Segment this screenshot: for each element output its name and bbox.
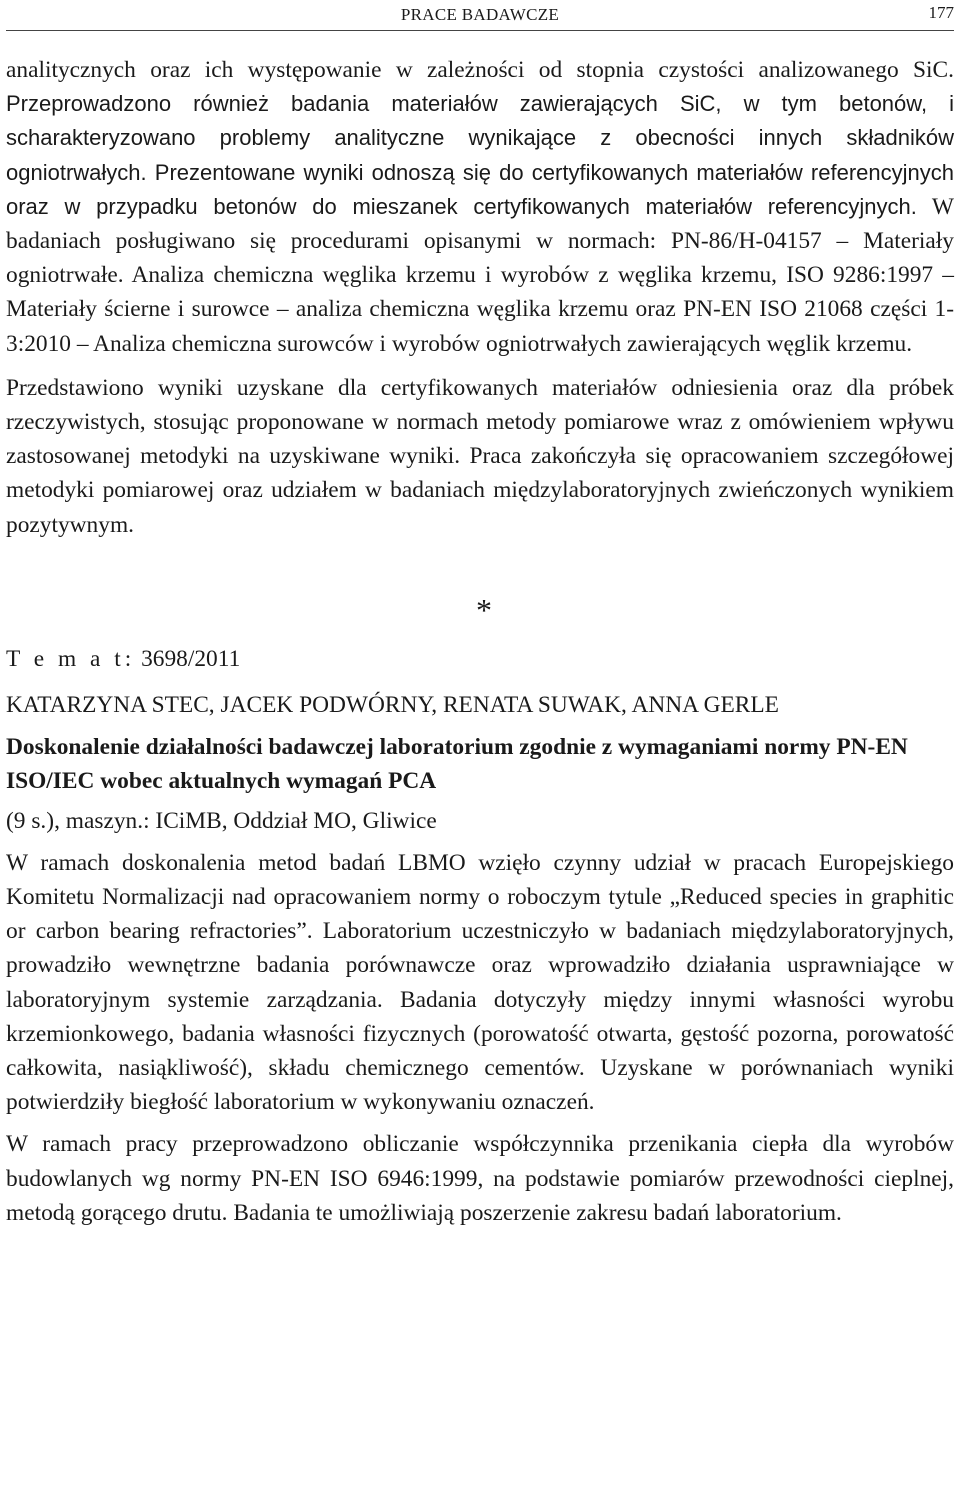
- running-title: PRACE BADAWCZE: [400, 5, 560, 24]
- continuation-paragraph: [6, 53, 954, 361]
- document-page: [6, 0, 954, 1230]
- running-header: [6, 0, 954, 31]
- paragraph-sans-part: Przeprowadzono również badania materiałów zawierających SiC, w tym betonów, i scharakteryzowano problemy analityczne wynikające z obecności innych składników ogniotrwałych. Prezentowane wyniki odnoszą się do certyfikowanych materiałów referencyjnych oraz w przypadku betonów do mieszanek certyfikowanych materiałów referencyjnych.: [6, 91, 954, 219]
- page-number: 177: [928, 3, 954, 22]
- results-paragraph: Przedstawiono wyniki uzyskane dla certyfikowanych materiałów odniesienia oraz dla próbek rzeczywistych, stosując proponowane w normach metody pomiarowe wraz z omówieniem wpływu zastosowanej metodyki na uzyskiwane wyniki. Praca zakończyła się opracowaniem szczegółowej metodyki pomiarowej oraz udziałem w badaniach międzylaboratoryjnych zwieńczonych wynikiem pozytywnym.: [6, 374, 954, 538]
- paragraph-serif-tail: W badaniach posługiwano się procedurami opisanymi w normach: PN-86/H-04157 – Materiały ogniotrwałe. Analiza chemiczna węglika krzemu i wyrobów z węglika krzemu, ISO 9286:1997 – Materiały ścierne i surowce – analiza chemiczna węglika krzemu oraz PN-EN ISO 21068 części 1-3:2010 – Analiza chemiczna surowców i wyrobów ogniotrwałych zawierających węglik krzemu.: [6, 193, 954, 357]
- topic-number: 3698/2011: [141, 645, 241, 672]
- publication-meta: (9 s.), maszyn.: ICiMB, Oddział MO, Gliwice: [6, 807, 437, 834]
- entry-paragraph-2: W ramach pracy przeprowadzono obliczanie współczynnika przenikania ciepła dla wyrobów budowlanych wg normy PN-EN ISO 6946:1999, na podstawie pomiarów przewodności cieplnej, metodą gorącego drutu. Badania te umożliwiają poszerzenie zakresu badań laboratorium.: [6, 1131, 954, 1226]
- paragraph-serif-part: analitycznych oraz ich występowanie w zależności od stopnia czystości analizowanego SiC.: [6, 57, 954, 83]
- entry-paragraph-1: W ramach doskonalenia metod badań LBMO wzięło czynny udział w pracach Europejskiego Komitetu Normalizacji nad opracowaniem normy o roboczym tytule „Reduced species in graphitic or carbon bearing refractories”. Laboratorium uczestniczyło w badaniach międzylaboratoryjnych, prowadziło wewnętrzne badania porównawcze oraz wprowadziło działania usprawniające w laboratoryjnym systemie zarządzania. Badania dotyczyły między innymi własności wyrobu krzemionkowego, badania własności fizycznych (porowatość otwarta, gęstość pozorna, porowatość całkowita, nasiąkliwość), składu chemicznego cementów. Uzyskane w porównaniach wyniki potwierdziły biegłość laboratorium w wykonywaniu oznaczeń.: [6, 849, 954, 1116]
- section-separator: *: [476, 591, 492, 628]
- topic-label: T e m a t:: [6, 645, 136, 672]
- article-title: Doskonalenie działalności badawczej laboratorium zgodnie z wymaganiami normy PN-EN ISO/IEC wobec aktualnych wymagań PCA: [6, 733, 908, 794]
- authors: KATARZYNA STEC, JACEK PODWÓRNY, RENATA SUWAK, ANNA GERLE: [6, 691, 779, 718]
- topic-line: [6, 642, 954, 676]
